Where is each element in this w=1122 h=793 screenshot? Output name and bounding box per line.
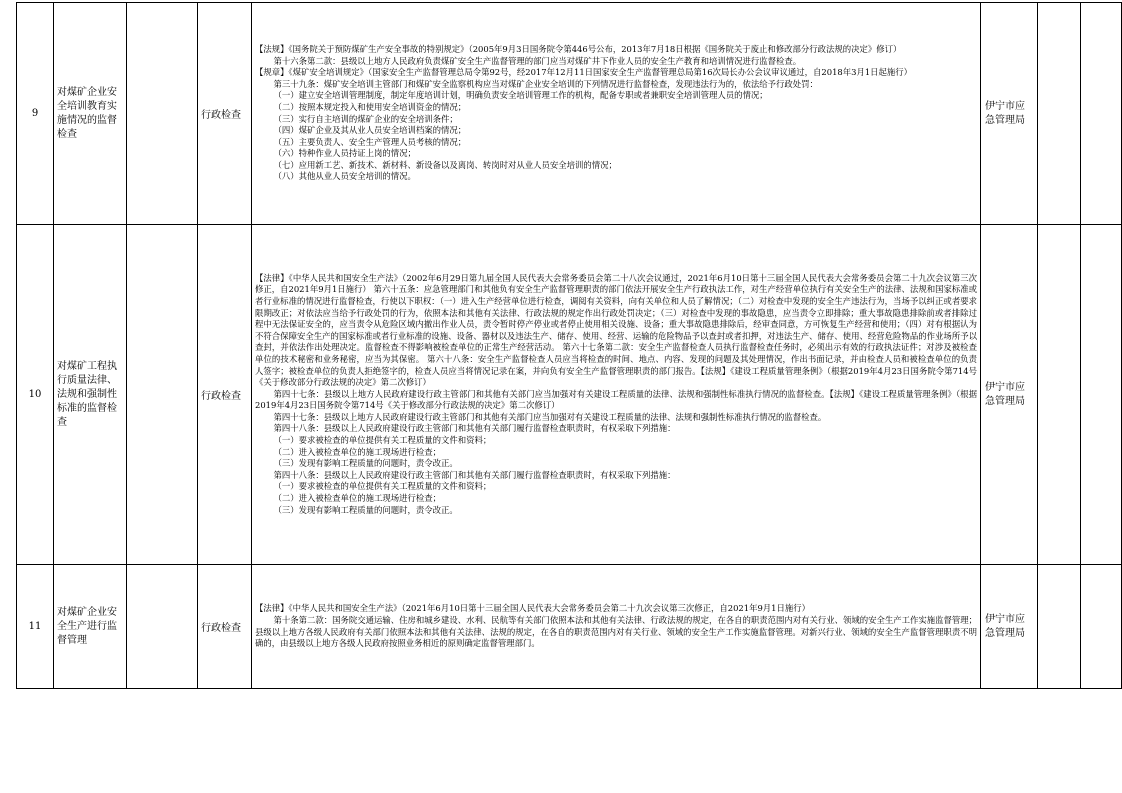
basis-line: （三）实行自主培训的煤矿企业的安全培训条件； (273, 113, 458, 124)
basis-line: 【法规】《国务院关于预防煤矿生产安全事故的特别规定》（2005年9月3日国务院令第446号公布，2013年7月18日根据《国务院关于废止和修改部分行政法规的决定》修订） (255, 43, 902, 54)
empty-cell (127, 3, 198, 225)
inspection-item: 对煤矿工程执行质量法律、法规和强制性标准的监督检查 (54, 225, 127, 565)
basis-line: （二）进入被检查单位的施工现场进行检查； (273, 446, 441, 457)
basis-line: 【法律】《中华人民共和国安全生产法》（2021年6月10日第十三届全国人民代表大会常务委员会第二十九次会议第三次修正，自2021年9月1日施行） (255, 603, 811, 614)
row-number: 10 (17, 225, 54, 565)
basis-line: （四）煤矿企业及其从业人员安全培训档案的情况； (273, 125, 467, 136)
basis-line: 第四十八条：县级以上人民政府建设行政主管部门和其他有关部门履行监督检查职责时，有权采取下列措施： (273, 469, 676, 480)
inspection-item: 对煤矿企业安全培训教育实施情况的监督检查 (54, 3, 127, 225)
basis-line: 第四十七条：县级以上地方人民政府建设行政主管部门和其他有关部门应当加强对有关建设工程质量的法律、法规和强制性标准执行情况的监督检查。 (273, 411, 827, 422)
basis-line: （三）发现有影响工程质量的问题时，责令改正。 (273, 458, 458, 469)
table-row (17, 3, 1122, 225)
basis-line: 【法律】《中华人民共和国安全生产法》（2002年6月29日第九届全国人民代表大会常务委员会第二十八次会议通过，2021年6月10日第十三届全国人民代表大会常务委员会第二十九次会议第三次修正，自2021年9月1日施行） 第六十五条：应急管理部门和其他负有安全生产监督管理职责的部门依法开展安全生产行政执法工作，对生产经营单位执行有关安全生产的法律、法规和国家标准或者行业标准的情况进行监督检查，行使以下职权：（一）进入生产经营单位进行检查，调阅有关资料，向有关单位和人员了解情况；（二）对检查中发现的安全生产违法行为，当场予以纠正或者要求限期改正；对依法应当给予行政处罚的行为，依照本法和其他有关法律、行政法规的规定作出行政处罚决定；（三）对检查中发现的事故隐患，应当责令立即排除；重大事故隐患排除前或者排除过程中无法保证安全的，应当责令从危险区域内撤出作业人员，责令暂时停产停业或者停止使用相关设施、设备；重大事故隐患排除后，经审查同意，方可恢复生产经营和使用；（四）对有根据认为不符合保障安全生产的国家标准或者行业标准的设施、设备、器材以及违法生产、储存、使用、经营、运输的危险物品予以查封或者扣押，对违法生产、储存、使用、经营危险物品的作业场所予以查封，并依法作出处理决定。监督检查不得影响被检查单位的正常生产经营活动。 第六十七条第二款：安全生产监督检查人员执行监督检查任务时，必须出示有效的行政执法证件；对涉及被检查单位的技术秘密和业务秘密，应当为其保密。 第六十八条：安全生产监督检查人员应当将检查的时间、地点、内容、发现的问题及其处理情况，作出书面记录，并由检查人员和被检查单位的负责人签字；被检查单位的负责人拒绝签字的，检查人员应当将情况记录在案，并向负有安全生产监督管理职责的部门报告。【法规】《建设工程质量管理条例》（根据2019年4月23日国务院令第714号《关于修改部分行政法规的决定》第二次修订） (255, 272, 977, 388)
empty-cell (127, 225, 198, 565)
basis-line: 第十条第二款：国务院交通运输、住房和城乡建设、水利、民航等有关部门依照本法和其他有关法律、行政法规的规定，在各自的职责范围内对有关行业、领域的安全生产工作实施监督管理；县级以上地方各级人民政府有关部门依照本法和其他有关法律、法规的规定，在各自的职责范围内对有关行业、领域的安全生产工作实施监督管理。对新兴行业、领域的安全生产监督管理职责不明确的，由县级以上地方各级人民政府按照业务相近的原则确定监督管理部门。 (255, 614, 977, 649)
empty-cell (1038, 565, 1081, 689)
row-number: 11 (17, 565, 54, 689)
basis-line: （八）其他从业人员安全培训的情况。 (273, 171, 416, 182)
legal-basis (252, 565, 981, 689)
empty-cell (1081, 3, 1122, 225)
legal-basis (252, 225, 981, 565)
empty-cell (1081, 565, 1122, 689)
basis-line: （一）建立安全培训管理制度，制定年度培训计划，明确负责安全培训管理工作的机构，配备专职或者兼职安全培训管理人员的情况； (273, 90, 768, 101)
basis-line: （一）要求被检查的单位提供有关工程质量的文件和资料； (273, 435, 492, 446)
empty-cell (1081, 225, 1122, 565)
power-type: 行政检查 (198, 225, 252, 565)
empty-cell (1038, 3, 1081, 225)
inspection-item: 对煤矿企业安全生产进行监督管理 (54, 565, 127, 689)
table-row (17, 565, 1122, 689)
empty-cell (127, 565, 198, 689)
basis-line: （一）要求被检查的单位提供有关工程质量的文件和资料； (273, 481, 492, 492)
basis-line: （五）主要负责人、安全生产管理人员考核的情况； (273, 136, 467, 147)
basis-line: （六）特种作业人员持证上岗的情况； (273, 148, 416, 159)
enforcement-items-table (16, 2, 1122, 689)
power-type: 行政检查 (198, 3, 252, 225)
basis-line: 第四十七条：县级以上地方人民政府建设行政主管部门和其他有关部门应当加强对有关建设工程质量的法律、法规和强制性标准执行情况的监督检查。【法规】《建设工程质量管理条例》（根据2019年4月23日国务院令第714号《关于修改部分行政法规的决定》第二次修订） (255, 388, 977, 411)
empty-cell (1038, 225, 1081, 565)
power-type: 行政检查 (198, 565, 252, 689)
basis-line: 【规章】《煤矿安全培训规定》（国家安全生产监督管理总局令第92号，经2017年12月11日国家安全生产监督管理总局第16次局长办公会议审议通过，自2018年3月1日起施行） (255, 67, 913, 78)
table-row (17, 225, 1122, 565)
row-number: 9 (17, 3, 54, 225)
responsible-dept: 伊宁市应急管理局 (981, 3, 1038, 225)
responsible-dept: 伊宁市应急管理局 (981, 565, 1038, 689)
basis-line: 第十六条第二款：县级以上地方人民政府负责煤矿安全生产监督管理的部门应当对煤矿井下作业人员的安全生产教育和培训情况进行监督检查。 (273, 55, 802, 66)
responsible-dept: 伊宁市应急管理局 (981, 225, 1038, 565)
basis-line: 第四十八条：县级以上人民政府建设行政主管部门和其他有关部门履行监督检查职责时，有权采取下列措施： (273, 423, 676, 434)
basis-line: （七）应用新工艺、新技术、新材料、新设备以及离岗、转岗时对从业人员安全培训的情况； (273, 159, 617, 170)
basis-line: （三）发现有影响工程质量的问题时，责令改正。 (273, 504, 458, 515)
basis-line: 第三十九条：煤矿安全培训主管部门和煤矿安全监察机构应当对煤矿企业安全培训的下列情况进行监督检查，发现违法行为的，依法给予行政处罚： (273, 78, 818, 89)
basis-line: （二）进入被检查单位的施工现场进行检查； (273, 493, 441, 504)
basis-line: （二）按照本规定投入和使用安全培训资金的情况； (273, 101, 467, 112)
legal-basis (252, 3, 981, 225)
